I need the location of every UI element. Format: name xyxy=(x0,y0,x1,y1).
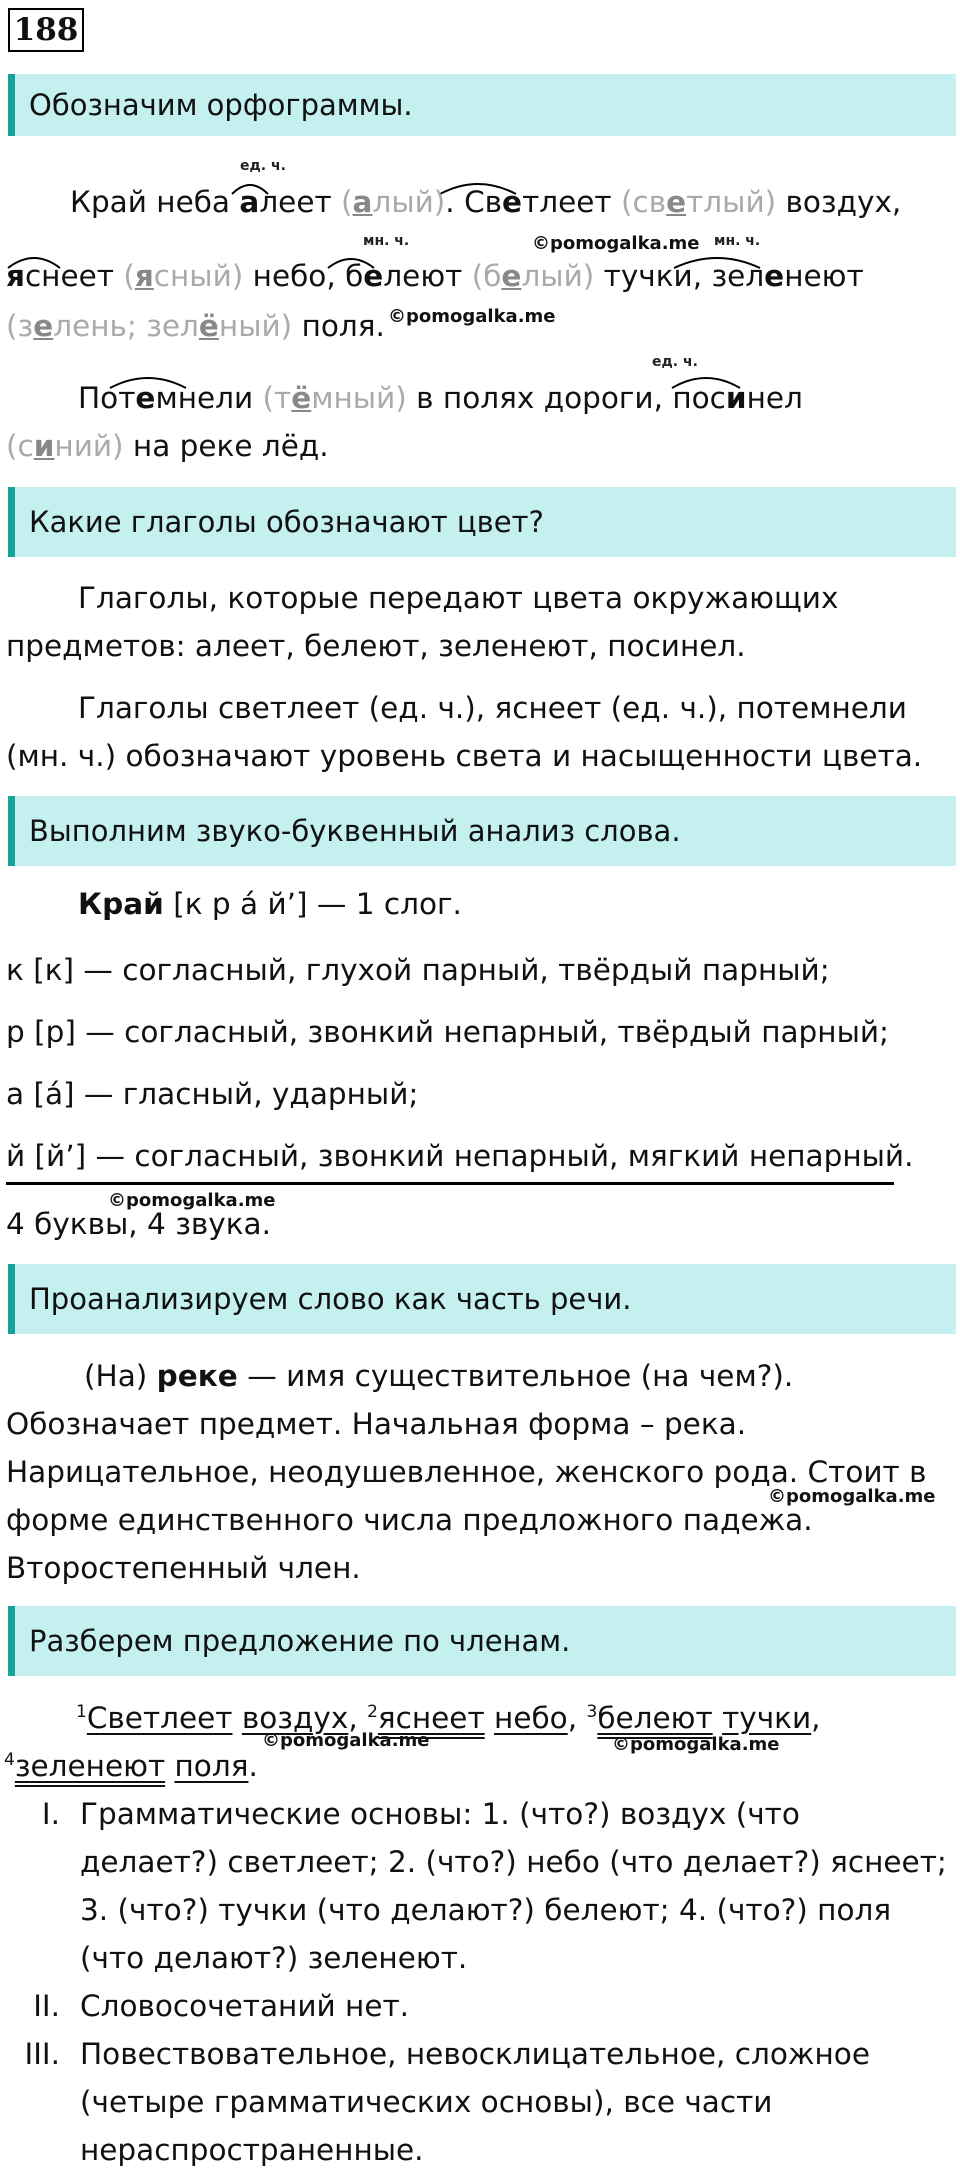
watermark: ©pomogalka.me xyxy=(768,1486,936,1507)
orthogram-line-3: (зелень; зелёный) поля. xyxy=(6,309,385,343)
phonetic-row: й [й’] — согласный, звонкий непарный, мягкий непарный. xyxy=(6,1139,914,1173)
watermark: ©pomogalka.me xyxy=(262,1730,430,1751)
phonetic-summary: 4 буквы, 4 звука. xyxy=(6,1207,271,1241)
watermark: ©pomogalka.me xyxy=(612,1734,780,1755)
list-item-line: Повествовательное, невосклицательное, сложное xyxy=(80,2037,870,2071)
section-heading-phonetic: Выполним звуко-буквенный анализ слова. xyxy=(8,796,956,866)
paragraph-line: Глаголы, которые передают цвета окружающих xyxy=(78,581,839,615)
morph-line: Нарицательное, неодушевленное, женского рода. Стоит в xyxy=(6,1455,927,1489)
section-heading-orthograms: Обозначим орфограммы. xyxy=(8,74,956,136)
watermark: ©pomogalka.me xyxy=(108,1190,276,1211)
paragraph-line: Глаголы светлеет (ед. ч.), яснеет (ед. ч.), потемнели xyxy=(78,691,907,725)
orthogram-line-1: Край неба алеет (алый). Светлеет (светлый) воздух, xyxy=(70,185,902,219)
list-item-line: Словосочетаний нет. xyxy=(80,1989,410,2023)
annotation-ed-ch: ед. ч. xyxy=(240,158,286,174)
list-item-line: нераспространенные. xyxy=(80,2133,424,2167)
morph-line: Второстепенный член. xyxy=(6,1551,361,1585)
phonetic-row: р [р] — согласный, звонкий непарный, твёрдый парный; xyxy=(6,1015,889,1049)
list-item-line: (четыре грамматических основы), все части xyxy=(80,2085,773,2119)
summary-divider xyxy=(6,1182,894,1185)
phonetic-row: а [а́] — гласный, ударный; xyxy=(6,1077,419,1111)
watermark: ©pomogalka.me xyxy=(532,233,700,254)
list-item-line: Грамматические основы: 1. (что?) воздух (что xyxy=(80,1797,800,1831)
list-marker: III. xyxy=(24,2037,60,2071)
phonetic-transcription: Край [к р а́ й’] — 1 слог. xyxy=(78,887,462,921)
parsed-sentence-line-1: $^1$Светлеет воздух, $^2$яснеет небо, $^3$белеют тучки, xyxy=(76,1700,821,1735)
orthogram-line-2: яснеет (ясный) небо, белеют (белый) тучки, зеленеют xyxy=(6,259,864,293)
annotation-mn-ch: мн. ч. xyxy=(714,233,761,249)
morph-line: форме единственного числа предложного падежа. xyxy=(6,1503,813,1537)
list-item-line: 3. (что?) тучки (что делают?) белеют; 4. (что?) поля xyxy=(80,1893,892,1927)
parsed-sentence-line-2: $^4$зеленеют поля. xyxy=(4,1748,258,1783)
morph-line: Обозначает предмет. Начальная форма – река. xyxy=(6,1407,747,1441)
watermark: ©pomogalka.me xyxy=(388,306,556,327)
annotation-ed-ch: ед. ч. xyxy=(652,354,698,370)
task-number: 188 xyxy=(8,8,84,52)
phonetic-row: к [к] — согласный, глухой парный, твёрдый парный; xyxy=(6,953,830,987)
section-heading-sentence-parsing: Разберем предложение по членам. xyxy=(8,1606,956,1676)
paragraph-line: предметов: алеет, белеют, зеленеют, посинел. xyxy=(6,629,746,663)
list-marker: I. xyxy=(41,1797,60,1831)
list-item-line: (что делают?) зеленеют. xyxy=(80,1941,468,1975)
section-heading-color-verbs: Какие глаголы обозначают цвет? xyxy=(8,487,956,557)
morph-line: (На) реке — имя существительное (на чем?). xyxy=(84,1359,794,1393)
list-marker: II. xyxy=(33,1989,60,2023)
list-item-line: делает?) светлеет; 2. (что?) небо (что делает?) яснеет; xyxy=(80,1845,947,1879)
orthogram-line-5: (синий) на реке лёд. xyxy=(6,429,329,463)
annotation-mn-ch: мн. ч. xyxy=(363,233,410,249)
orthogram-line-4: Потемнели (тёмный) в полях дороги, посинел xyxy=(78,381,803,415)
section-heading-morphology: Проанализируем слово как часть речи. xyxy=(8,1264,956,1334)
paragraph-line: (мн. ч.) обозначают уровень света и насыщенности цвета. xyxy=(6,739,923,773)
